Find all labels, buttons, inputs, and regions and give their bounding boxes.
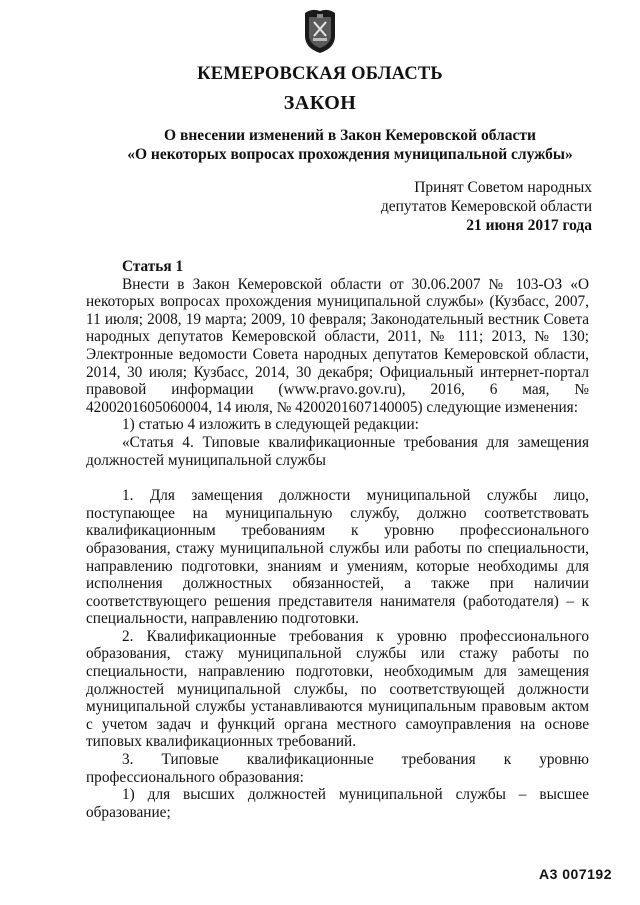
paragraph-1: 1. Для замещения должности муниципальной службы лицо, поступающее на муниципальную службу, должно соответствовать квалификационным требованиям к уровню профессионального образования, стажу муниципальной службы или работы по специальности, направлению подготовки, знаниям и умениям, которые необходимы для исполнения должностных обязанностей, а также при наличии соответствующего решения представителя нанимателя (работодателя) – к специальности, направлению подготовки. <box>86 487 589 628</box>
article-heading: Статья 1 <box>122 258 184 275</box>
quoted-article-title: «Статья 4. Типовые квалификационные требования для замещения должностей муниципальной службы <box>86 433 589 469</box>
adoption-line-1: Принят Советом народных <box>414 179 592 196</box>
subtitle-line-1: О внесении изменений в Закон Кемеровской области <box>164 127 536 144</box>
document-type: ЗАКОН <box>283 92 357 114</box>
paragraph-3: 3. Типовые квалификационные требования к уровню профессионального образования: <box>86 751 589 786</box>
amendment-item-1: 1) статью 4 изложить в следующей редакции: <box>122 416 419 434</box>
adoption-date: 21 июня 2017 года <box>466 217 592 234</box>
paragraph-2: 2. Квалификационные требования к уровню профессионального образования, стажу муниципальной службы или стажу работы по специальности, направлению подготовки, необходимым для замещения должностей муниципальной службы, по соответствующей должности муниципальной службы устанавливаются муниципальным правовым актом с учетом задач и функций органа местного самоуправления на основе типовых квалификационных требований. <box>86 627 589 751</box>
paragraph-3-item-1: 1) для высших должностей муниципальной службы – высшее образование; <box>86 786 589 821</box>
kemerovo-coat-of-arms-icon <box>303 8 337 54</box>
adoption-line-2: депутатов Кемеровской области <box>380 198 592 215</box>
law-subtitle <box>60 126 640 164</box>
adoption-block <box>381 178 592 235</box>
form-serial-number: А3 007192 <box>538 866 612 882</box>
article-body <box>86 258 589 821</box>
subtitle-line-2: «О некоторых вопросах прохождения муниципальной службы» <box>127 146 573 163</box>
paragraph-gap <box>86 469 589 487</box>
region-title: КЕМЕРОВСКАЯ ОБЛАСТЬ <box>197 64 443 84</box>
article-intro: Внести в Закон Кемеровской области от 30.06.2007 № 103-ОЗ «О некоторых вопросах прохождения муниципальной службы» (Кузбасс, 2007, 11 июля; 2008, 19 марта; 2009, 10 февраля; Законодательный вестник Совета народных депутатов Кемеровской области, 2011, № 111; 2013, № 130; Электронные ведомости Совета народных депутатов Кемеровской области, 2014, 30 июля; Кузбасс, 2014, 30 декабря; Официальный интернет-портал правовой информации (www.pravo.gov.ru), 2016, 6 мая, № 4200201605060004, 14 июля, № 4200201607140005) следующие изменения: <box>86 275 589 416</box>
